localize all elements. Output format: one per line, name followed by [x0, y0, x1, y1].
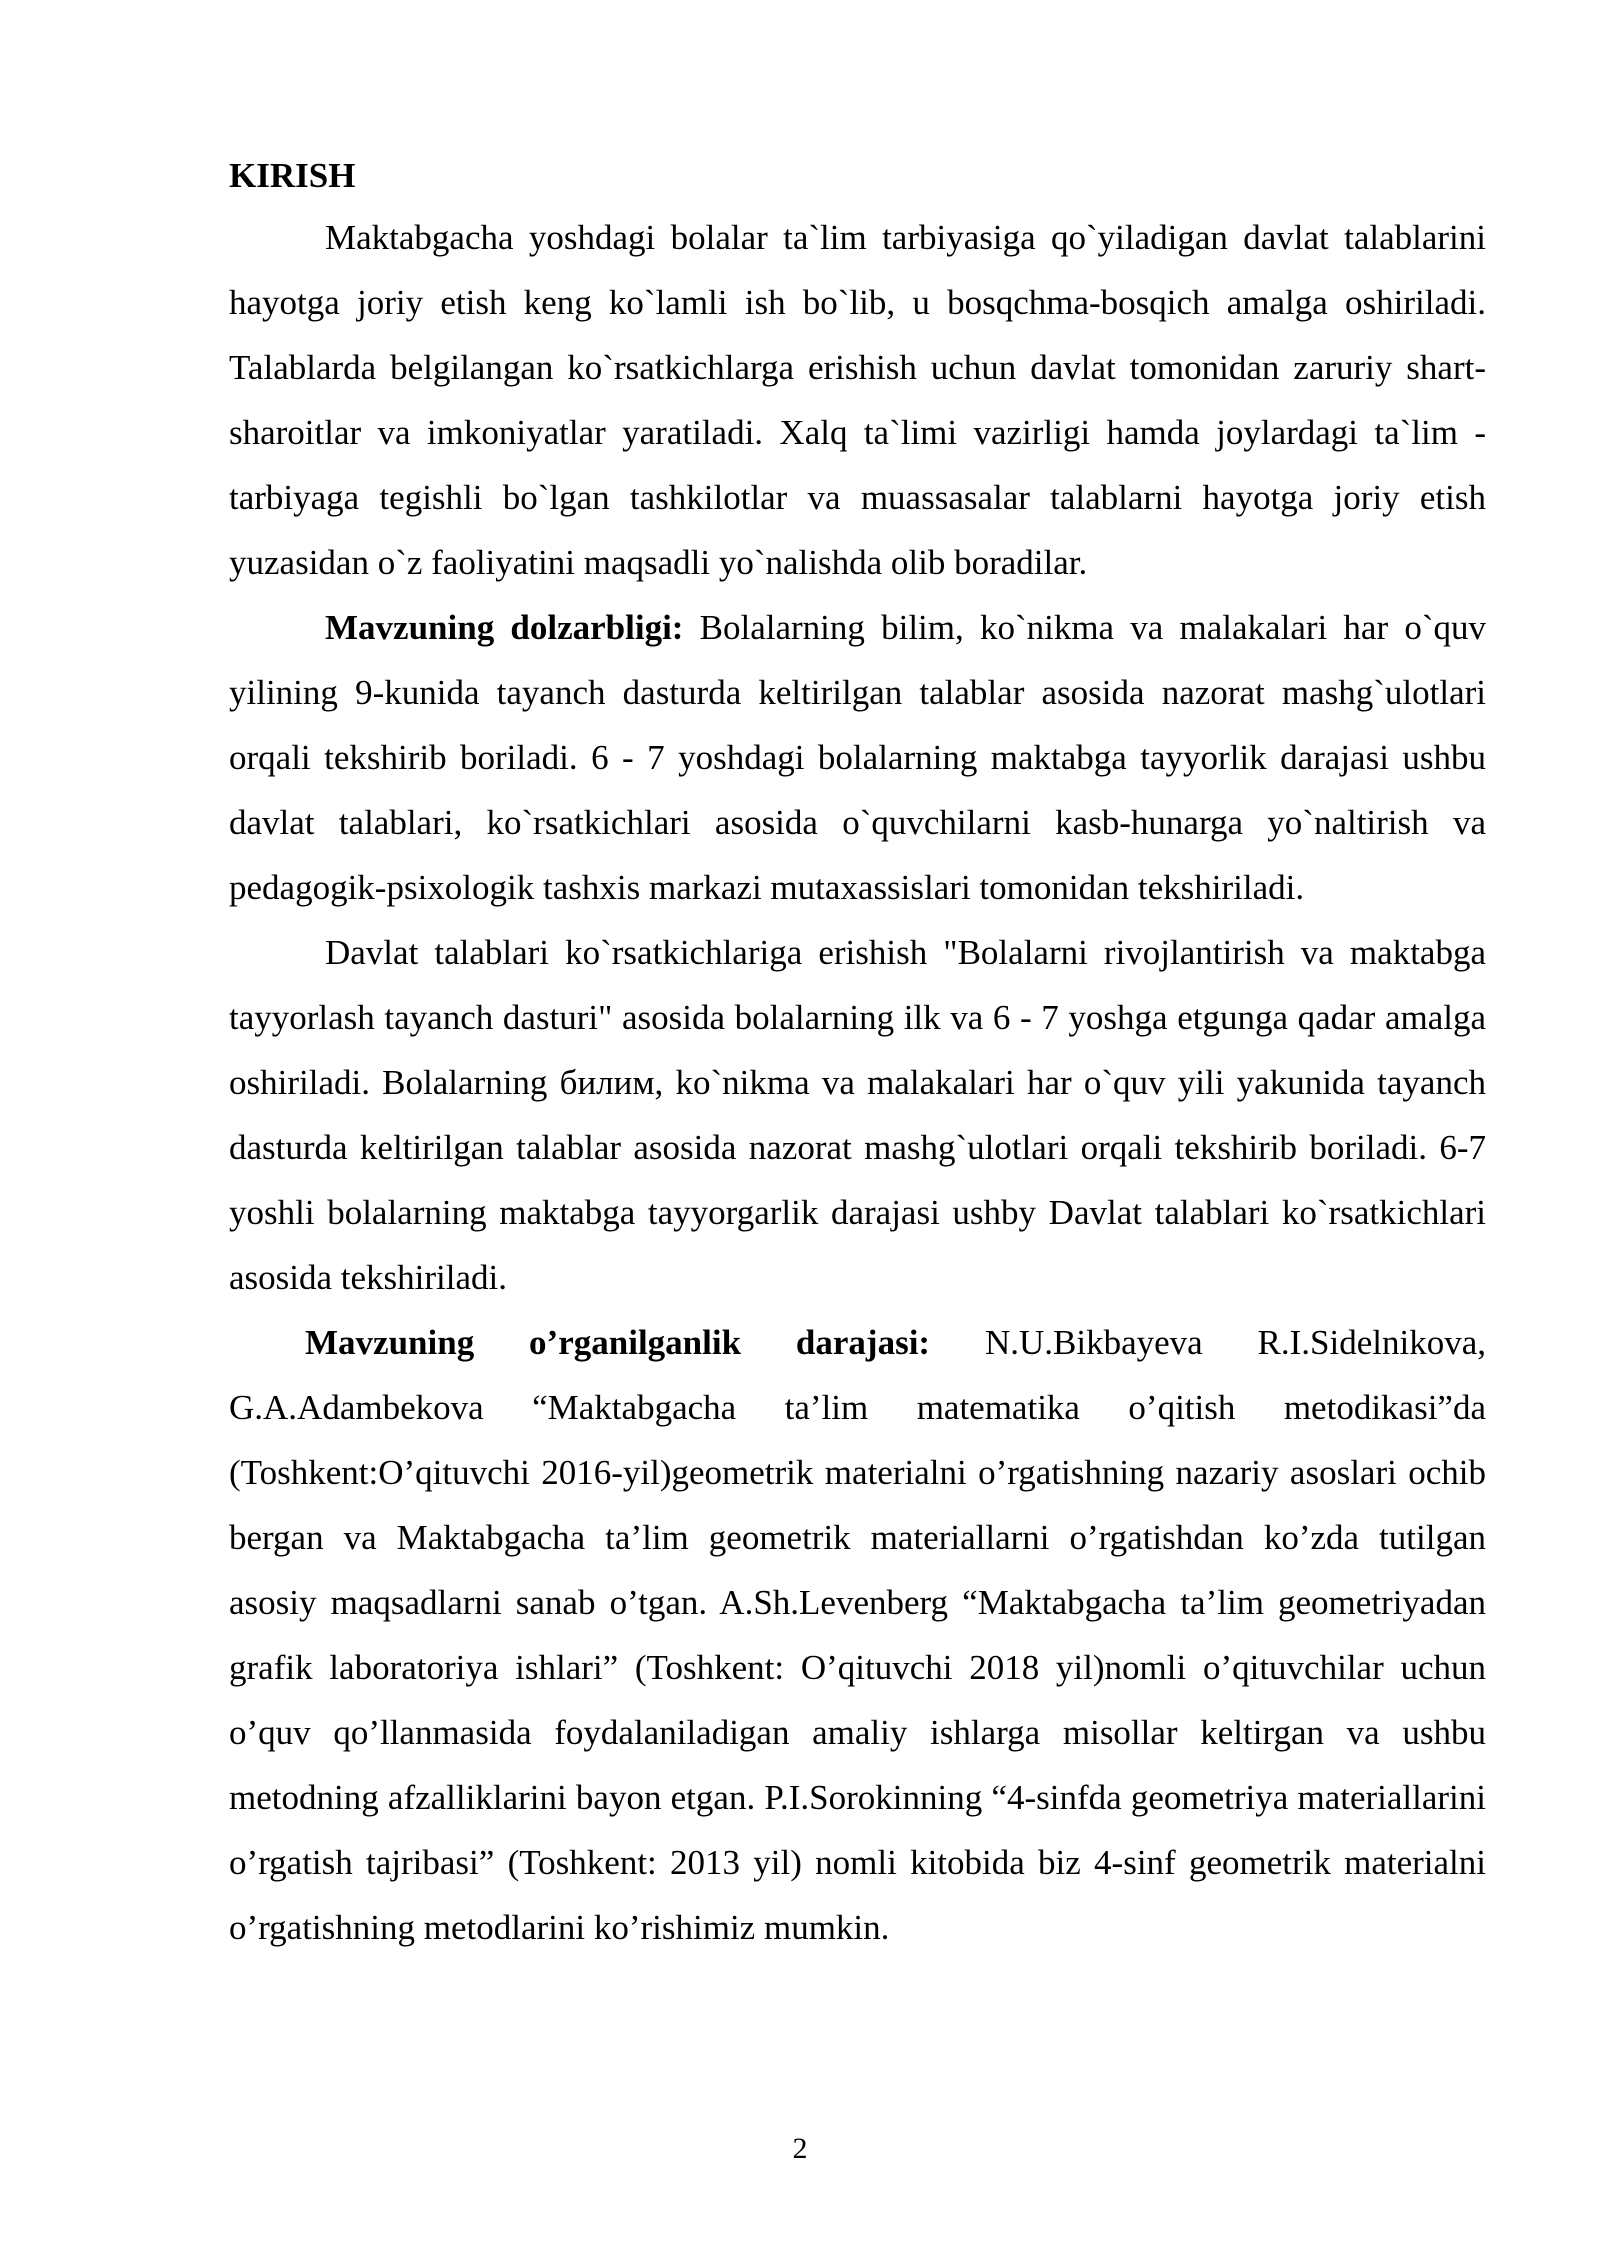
paragraph-text: Maktabgacha yoshdagi bolalar ta`lim tarbiyasiga qo`yiladigan davlat talablarini hayotga joriy etish keng ko`lamli ish bo`lib, u bosqchma-bosqich amalga oshiriladi. Talablarda belgilangan ko`rsatkichlarga erishish uchun davlat tomonidan zaruriy shart-sharoitlar va imkoniyatlar yaratiladi. Xalq ta`limi vazirligi hamda joylardagi ta`lim - tarbiyaga tegishli bo`lgan tashkilotlar va muassasalar talablarni hayotga joriy etish yuzasidan o`z faoliyatini maqsadli yo`nalishda olib boradilar.: [229, 218, 1486, 582]
paragraph-lead: Mavzuning o’rganilganlik darajasi:: [305, 1323, 931, 1362]
paragraph-requirements: [229, 920, 1486, 1310]
paragraph-text: Bolalarning bilim, ko`nikma va malakalari har o`quv yilining 9-kunida tayanch dasturda keltirilgan talablar asosida nazorat mashg`ulotlari orqali tekshirib boriladi. 6 - 7 yoshdagi bolalarning maktabga tayyorlik darajasi ushbu davlat talablari, ko`rsatkichlari asosida o`quvchilarni kasb-hunarga yo`naltirish va pedagogik-psixologik tashxis markazi mutaxassislari tomonidan tekshiriladi.: [229, 608, 1486, 907]
paragraph-literature: [229, 1310, 1486, 1960]
page-content: [229, 150, 1486, 1960]
paragraph-text: Davlat talablari ko`rsatkichlariga erishish "Bolalarni rivojlantirish va maktabga tayyorlash tayanch dasturi" asosida bolalarning ilk va 6 - 7 yoshga etgunga qadar amalga oshiriladi. Bolalarning билим, ko`nikma va malakalari har o`quv yili yakunida tayanch dasturda keltirilgan talablar asosida nazorat mashg`ulotlari orqali tekshirib boriladi. 6-7 yoshli bolalarning maktabga tayyorgarlik darajasi ushby Davlat talablari ko`rsatkichlari asosida tekshiriladi.: [229, 933, 1486, 1297]
page-number: 2: [792, 2132, 808, 2165]
section-heading: KIRISH: [229, 156, 356, 195]
paragraph-text: N.U.Bikbayeva R.I.Sidelnikova, G.A.Adambekova “Maktabgacha ta’lim matematika o’qitish metodikasi”da (Toshkent:O’qituvchi 2016-yil)geometrik materialni o’rgatishning nazariy asoslari ochib bergan va Maktabgacha ta’lim geometrik materiallarni o’rgatishdan ko’zda tutilgan asosiy maqsadlarni sanab o’tgan. A.Sh.Levenberg “Maktabgacha ta’lim geometriyadan grafik laboratoriya ishlari” (Toshkent: O’qituvchi 2018 yil)nomli o’qituvchilar uchun o’quv qo’llanmasida foydalaniladigan amaliy ishlarga misollar keltirgan va ushbu metodning afzalliklarini bayon etgan. P.I.Sorokinning “4-sinfda geometriya materiallarini o’rgatish tajribasi” (Toshkent: 2013 yil) nomli kitobida biz 4-sinf geometrik materialni o’rgatishning metodlarini ko’rishimiz mumkin.: [229, 1323, 1487, 1947]
paragraph-relevance: [229, 595, 1486, 920]
paragraph-lead: Mavzuning dolzarbligi:: [325, 608, 684, 647]
paragraph-intro: [229, 205, 1486, 595]
